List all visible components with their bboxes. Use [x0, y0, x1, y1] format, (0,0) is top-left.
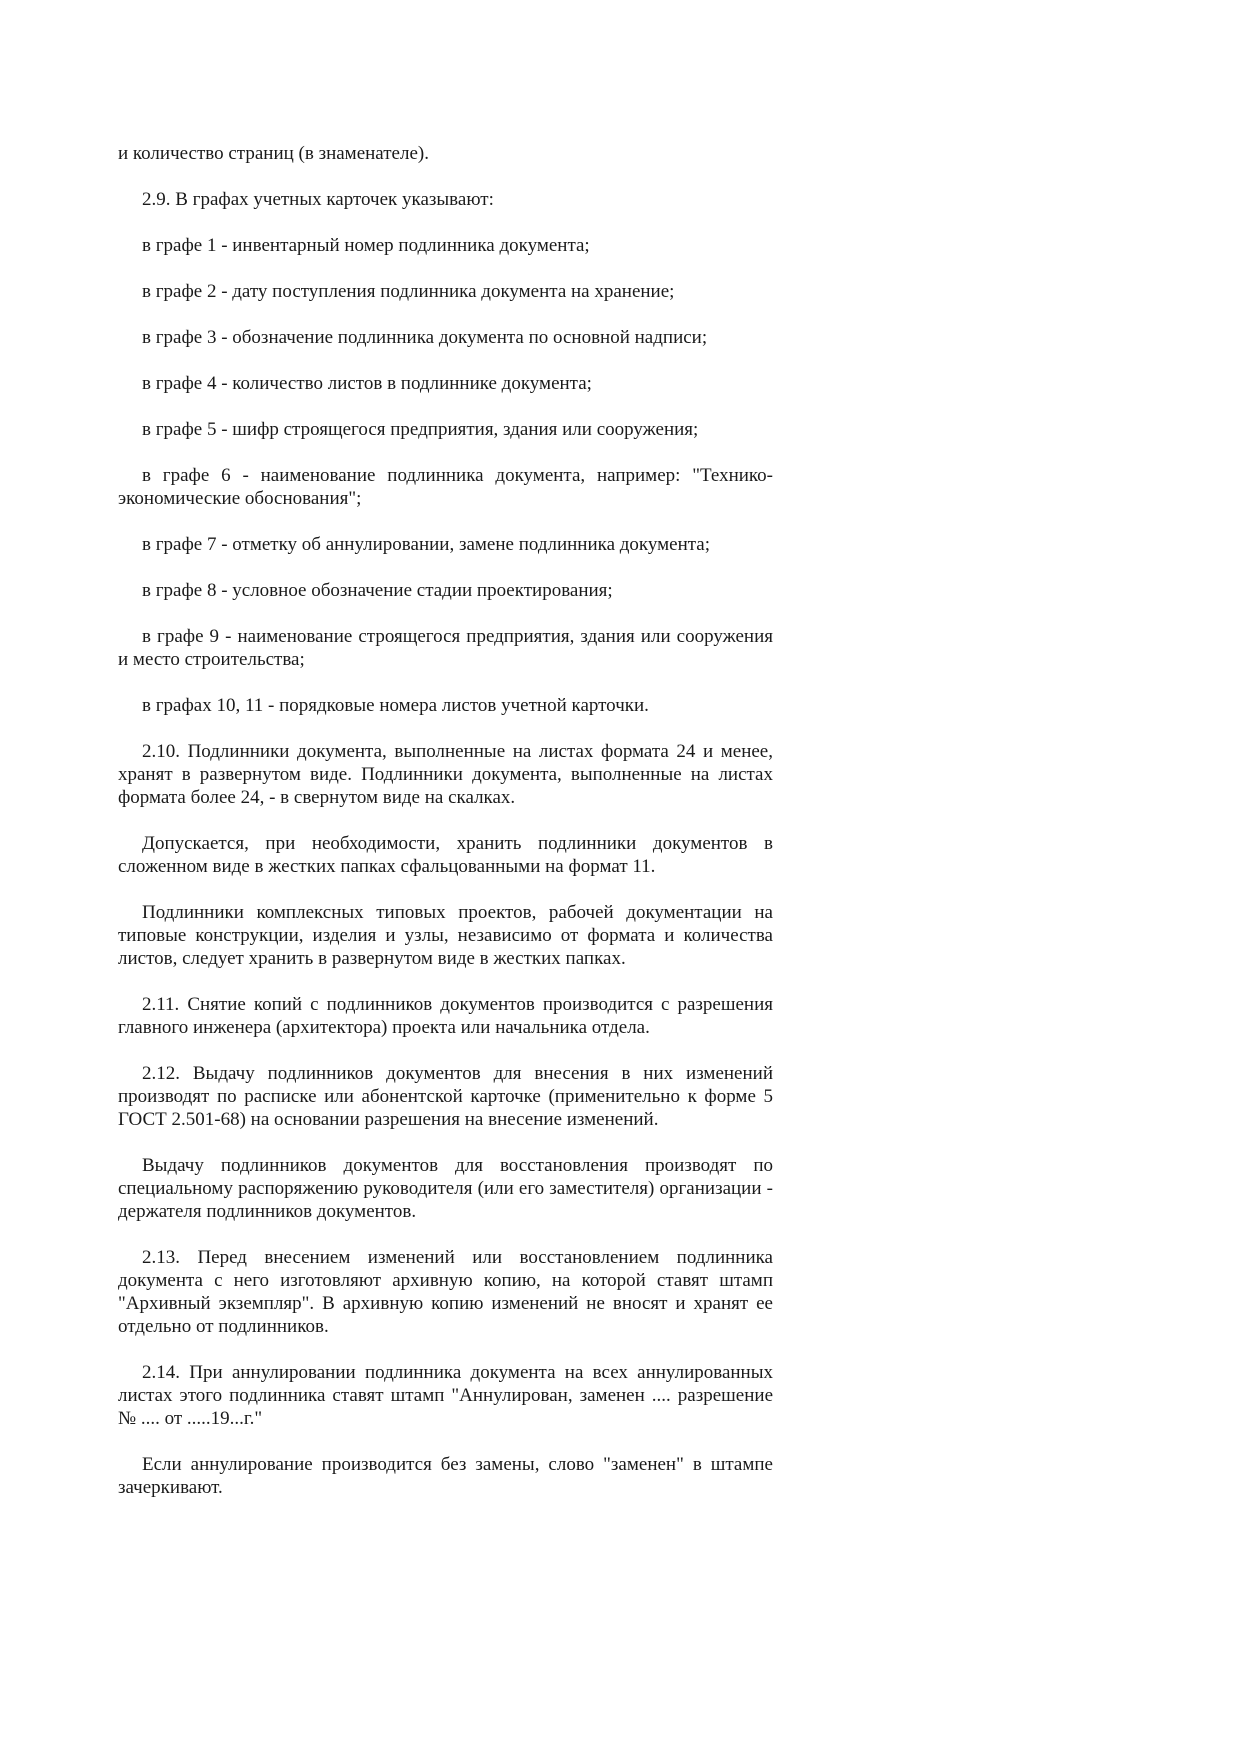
paragraph-column-5: в графе 5 - шифр строящегося предприятия, здания или сооружения;: [142, 419, 699, 440]
paragraph-2-9: 2.9. В графах учетных карточек указывают:: [142, 189, 494, 210]
paragraph-typical-projects: Подлинники комплексных типовых проектов, рабочей документации на типовые конструкции, изделия и узлы, независимо от формата и количества листов, следует хранить в развернутом виде в жестких папках.: [118, 902, 773, 969]
paragraph-annulment-without-replacement: Если аннулирование производится без замены, слово "заменен" в штампе зачеркивают.: [118, 1454, 773, 1498]
paragraph-column-7: в графе 7 - отметку об аннулировании, замене подлинника документа;: [142, 534, 711, 555]
paragraph-continuation: и количество страниц (в знаменателе).: [118, 143, 429, 164]
paragraph-restoration: Выдачу подлинников документов для восстановления производят по специальному распоряжению руководителя (или его заместителя) организации - держателя подлинников документов.: [118, 1155, 773, 1222]
paragraph-column-2: в графе 2 - дату поступления подлинника документа на хранение;: [142, 281, 675, 302]
paragraph-column-6: в графе 6 - наименование подлинника документа, например: "Технико-экономические обоснования";: [118, 465, 773, 509]
paragraph-2-13: 2.13. Перед внесением изменений или восстановлением подлинника документа с него изготовляют архивную копию, на которой ставят штамп "Архивный экземпляр". В архивную копию изменений не вносят и хранят ее отдельно от подлинников.: [118, 1247, 773, 1337]
paragraph-2-14: 2.14. При аннулировании подлинника документа на всех аннулированных листах этого подлинника ставят штамп "Аннулирован, заменен .... разрешение № .... от .....19...г.": [118, 1362, 773, 1429]
paragraph-2-10: 2.10. Подлинники документа, выполненные на листах формата 24 и менее, хранят в развернутом виде. Подлинники документа, выполненные на листах формата более 24, - в свернутом виде на скалках.: [118, 741, 773, 808]
paragraph-column-4: в графе 4 - количество листов в подлиннике документа;: [142, 373, 592, 394]
paragraph-column-1: в графе 1 - инвентарный номер подлинника документа;: [142, 235, 590, 256]
paragraph-2-12: 2.12. Выдачу подлинников документов для внесения в них изменений производят по расписке или абонентской карточке (применительно к форме 5 ГОСТ 2.501-68) на основании разрешения на внесение изменений.: [118, 1063, 773, 1130]
document-page: [118, 142, 773, 1522]
paragraph-columns-10-11: в графах 10, 11 - порядковые номера листов учетной карточки.: [142, 695, 649, 716]
paragraph-2-11: 2.11. Снятие копий с подлинников документов производится с разрешения главного инженера (архитектора) проекта или начальника отдела.: [118, 994, 773, 1038]
paragraph-folded-storage: Допускается, при необходимости, хранить подлинники документов в сложенном виде в жестких папках сфальцованными на формат 11.: [118, 833, 773, 877]
paragraph-column-8: в графе 8 - условное обозначение стадии проектирования;: [142, 580, 613, 601]
paragraph-column-9: в графе 9 - наименование строящегося предприятия, здания или сооружения и место строительства;: [118, 626, 773, 670]
paragraph-column-3: в графе 3 - обозначение подлинника документа по основной надписи;: [142, 327, 708, 348]
